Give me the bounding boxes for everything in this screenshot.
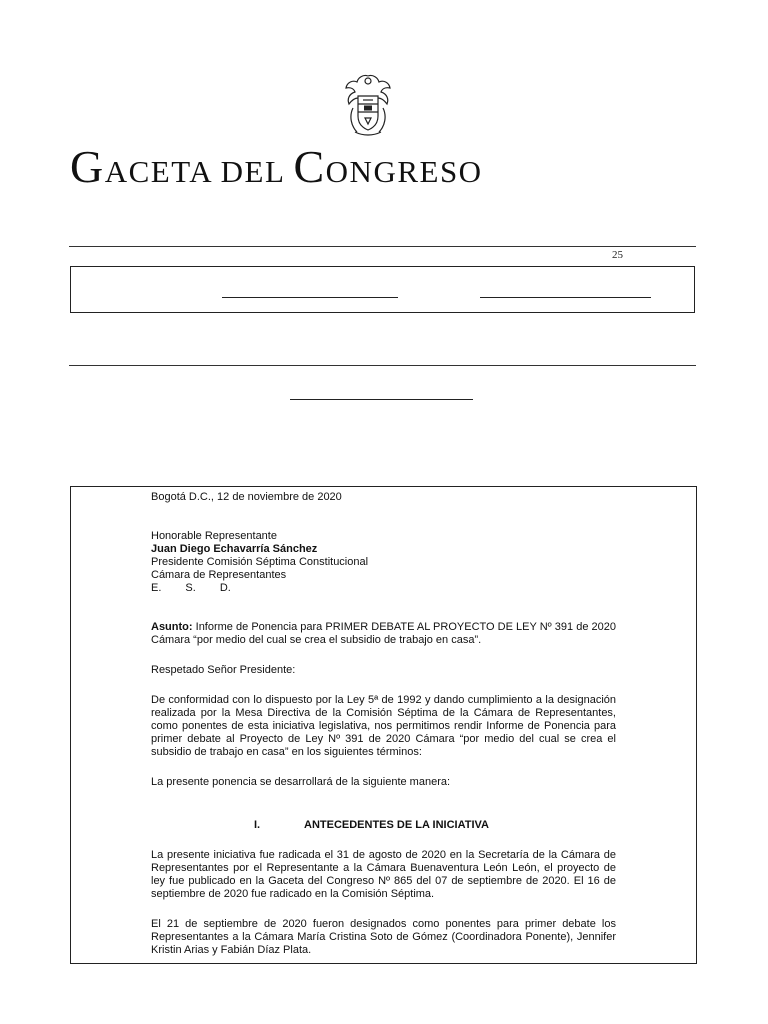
letter-date: Bogotá D.C., 12 de noviembre de 2020 [151,491,342,503]
issue-info-box [70,266,695,313]
letter-greeting: Respetado Señor Presidente: [151,664,296,676]
recipient-name: Juan Diego Echavarría Sánchez [151,543,318,555]
letter-box [70,486,697,964]
section-rule [69,365,696,366]
recipient-title: Presidente Comisión Séptima Constitucional [151,556,369,568]
letter-content [151,491,616,957]
title-underline [290,399,473,400]
paragraph-2: La presente ponencia se desarrollará de la siguiente manera: [151,776,451,788]
paragraph-4: El 21 de septiembre de 2020 fueron designados como ponentes para primer debate los Representantes a la Cámara María Cristina Soto de Gómez (Coordinadora Ponente), Jennifer Kristin Arias y Fabián Díaz Plata. [151,918,616,956]
info-line-left [222,297,398,298]
recipient-org: Cámara de Representantes [151,569,287,581]
letter-salutation: Honorable Representante [151,530,277,542]
coat-of-arms-icon [343,72,393,138]
paragraph-1: De conformidad con lo dispuesto por la Ley 5ª de 1992 y dando cumplimiento a la designación realizada por la Mesa Directiva de la Comisión Séptima de la Cámara de Representantes, como ponentes de esta iniciativa legislativa, nos permitimos rendir Informe de Ponencia para primer debate al Proyecto de Ley Nº 391 de 2020 Cámara “por medio del cual se crea el subsidio de trabajo en casa” en los siguientes términos: [151,694,616,758]
letter-subject: Asunto: Informe de Ponencia para PRIMER DEBATE AL PROYECTO DE LEY Nº 391 de 2020 Cámara “por medio del cual se crea el subsidio de trabajo en casa”. [151,621,616,646]
masthead-rule [69,246,696,247]
masthead-title: GACETA DEL CONGRESO [70,141,483,192]
section-heading: I. ANTECEDENTES DE LA INICIATIVA [254,819,489,831]
info-line-right [480,297,651,298]
esd-line: E. S. D. [151,582,231,594]
paragraph-3: La presente iniciativa fue radicada el 31 de agosto de 2020 en la Secretaría de la Cámara de Representantes por el Representante a la Cámara Buenaventura León León, el proyecto de ley fue publicado en la Gaceta del Congreso Nº 865 del 07 de septiembre de 2020. El 16 de septiembre de 2020 fue radicado en la Comisión Séptima. [151,849,616,900]
page-number: 25 [612,249,623,261]
